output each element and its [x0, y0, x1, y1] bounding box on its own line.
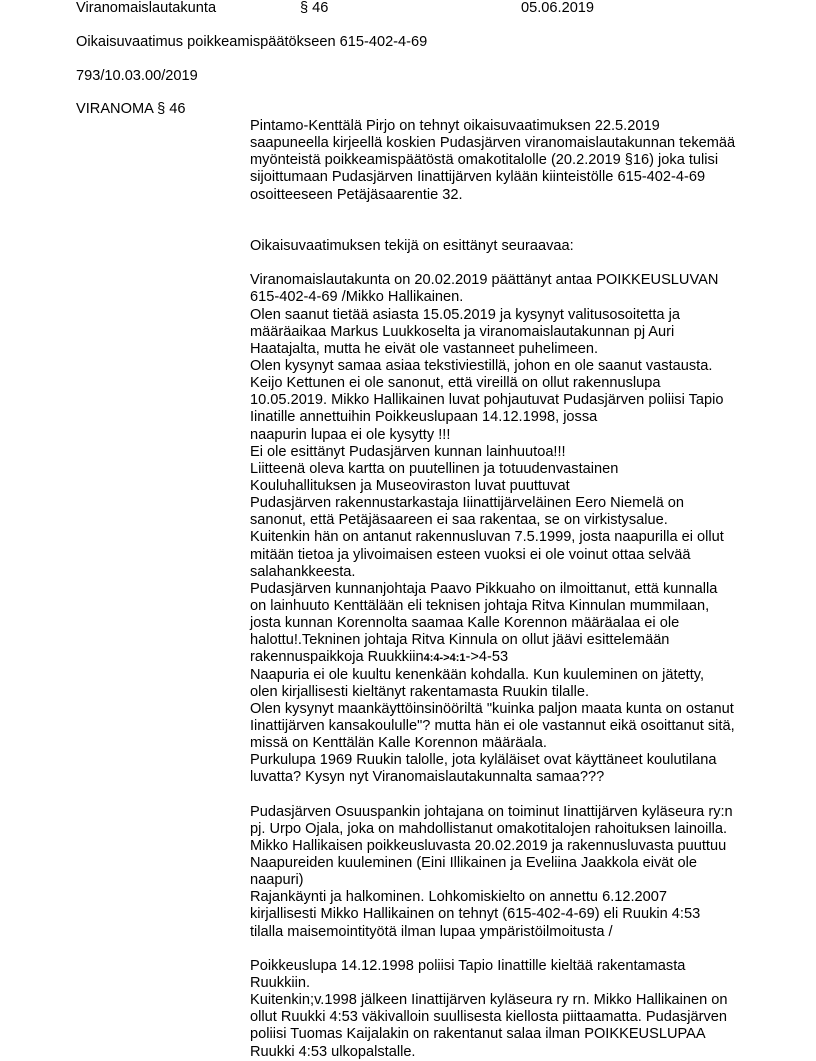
- text-line: Viranomaislautakunta on 20.02.2019 päättänyt antaa POIKKEUSLUVAN: [250, 272, 719, 289]
- text-line: Mikko Hallikaisen poikkeusluvasta 20.02.2019 ja rakennusluvasta puuttuu: [250, 837, 727, 854]
- ruukki-bold: 4:4->4:1: [423, 652, 466, 665]
- section-number: § 46: [300, 0, 329, 16]
- text-line: ollut Ruukki 4:53 väkivalloin suullisesta kiellosta piittaamatta. Pudasjärven: [250, 1009, 727, 1026]
- text-line: Naapureiden kuuleminen (Eini Illikainen ja Eveliina Jaakkola eivät ole: [250, 855, 697, 872]
- text-line: missä on Kenttälän Kalle Korennon määräala.: [250, 735, 547, 752]
- text-line: luvatta? Kysyn nyt Viranomaislautakunnalta samaa???: [250, 769, 605, 786]
- text-line: mitään tietoa ja ylivoimaisen esteen vuoksi ei ole voinut ottaa selvää: [250, 546, 691, 563]
- text-line: josta kunnan Korennolta saamaa Kalle Korennon määräalaa ei ole: [250, 615, 680, 632]
- statement-paragraph-3: [250, 958, 770, 1061]
- text-line: Liitteenä oleva kartta on puutellinen ja totuudenvastainen: [250, 460, 619, 477]
- text-line: salahankkeesta.: [250, 563, 356, 580]
- board-name: Viranomaislautakunta: [76, 0, 217, 16]
- section-reference: VIRANOMA § 46: [76, 101, 186, 117]
- text-line: Olen kysynyt samaa asiaa tekstiviestillä, johon en ole saanut vastausta.: [250, 357, 713, 374]
- text-line: 615-402-4-69 /Mikko Hallikainen.: [250, 289, 464, 306]
- text-line: on lainhuuto Kenttälään eli teknisen johtaja Ritva Kinnulan mummilaan,: [250, 597, 710, 614]
- ruukki-suffix: ->4-53: [465, 649, 509, 666]
- intro-paragraph: [250, 118, 770, 204]
- ruukki-prefix: rakennuspaikkoja Ruukkiin: [250, 649, 424, 666]
- text-line: halottu!.Tekninen johtaja Ritva Kinnula on ollut jäävi esittelemään: [250, 632, 670, 649]
- text-line: Kuitenkin hän on antanut rakennusluvan 7.5.1999, josta naapurilla ei ollut: [250, 529, 724, 546]
- text-line: naapurin lupaa ei ole kysytty !!!: [250, 426, 451, 443]
- text-line: Kuitenkin;v.1998 jälkeen Iinattijärven kyläseura ry rn. Mikko Hallikainen on: [250, 992, 728, 1009]
- text-line: sijoittumaan Pudasjärven Iinattijärven kylään kiinteistölle 615-402-4-69: [250, 169, 706, 186]
- text-line: Pudasjärven Osuuspankin johtajana on toiminut Iinattijärven kyläseura ry:n: [250, 803, 733, 820]
- text-line: Naapuria ei ole kuultu kenenkään kohdalla. Kun kuuleminen on jätetty,: [250, 666, 705, 683]
- text-line: Pintamo-Kenttälä Pirjo on tehnyt oikaisuvaatimuksen 22.5.2019: [250, 118, 660, 134]
- subject-title: Oikaisuvaatimus poikkeamispäätökseen 615-402-4-69: [76, 34, 428, 50]
- text-line: Poikkeuslupa 14.12.1998 poliisi Tapio Iinattille kieltää rakentamasta: [250, 957, 686, 974]
- text-line: 10.05.2019. Mikko Hallikainen luvat pohjautuvat Pudasjärven poliisi Tapio: [250, 392, 724, 409]
- text-line: osoitteeseen Petäjäsaarentie 32.: [250, 186, 463, 203]
- text-line: kirjallisesti Mikko Hallikainen on tehnyt (615-402-4-69) eli Ruukin 4:53: [250, 906, 701, 923]
- text-line: Iinatille annettuihin Poikkeuslupaan 14.12.1998, jossa: [250, 409, 598, 426]
- text-line: Ruukki 4:53 ulkopalstalle.: [250, 1043, 416, 1060]
- ruukki-line: [250, 649, 770, 666]
- text-line: Rajankäynti ja halkominen. Lohkomiskielto on annettu 6.12.2007: [250, 889, 668, 906]
- text-line: Olen kysynyt maankäyttöinsinööriltä "kuinka paljon maata kunta on ostanut: [250, 700, 734, 717]
- text-line: Purkulupa 1969 Ruukin talolle, jota kyläläiset ovat käyttäneet koulutilana: [250, 752, 717, 769]
- text-line: Pudasjärven kunnanjohtaja Paavo Pikkuaho on ilmoittanut, että kunnalla: [250, 580, 718, 597]
- text-line: saapuneella kirjeellä koskien Pudasjärven viranomaislautakunnan tekemää: [250, 135, 736, 152]
- text-line: Kouluhallituksen ja Museoviraston luvat puuttuvat: [250, 477, 570, 494]
- text-line: naapuri): [250, 872, 304, 889]
- text-line: tilalla maisemointityötä ilman lupaa ympäristöilmoitusta /: [250, 923, 613, 940]
- text-line: Ruukkiin.: [250, 975, 311, 992]
- text-line: olen kirjallisesti kieltänyt rakentamasta Ruukin tilalle.: [250, 683, 590, 700]
- document-body: [250, 118, 770, 1061]
- text-line: Keijo Kettunen ei ole sanonut, että vireillä on ollut rakennuslupa: [250, 375, 661, 392]
- text-line: myönteistä poikkeamispäätöstä omakotitalolle (20.2.2019 §16) joka tulisi: [250, 152, 719, 169]
- statement-paragraph-2: [250, 804, 770, 941]
- meeting-date: 05.06.2019: [521, 0, 595, 16]
- text-line: Olen saanut tietää asiasta 15.05.2019 ja kysynyt valitusosoitetta ja: [250, 306, 680, 323]
- text-line: Pudasjärven rakennustarkastaja Iiinattijärveläinen Eero Niemelä on: [250, 495, 685, 512]
- text-line: pj. Urpo Ojala, joka on mahdollistanut omakotitalojen rahoituksen lainoilla.: [250, 820, 727, 837]
- text-line: määräaikaa Markus Luukkoselta ja viranomaislautakunnan pj Auri: [250, 323, 675, 340]
- statement-heading: Oikaisuvaatimuksen tekijä on esittänyt seuraavaa:: [250, 238, 574, 254]
- text-line: Haatajalta, mutta he eivät ole vastanneet puhelimeen.: [250, 340, 599, 357]
- text-line: Iinattijärven kansakoululle"? mutta hän ei ole vastannut eikä osoittanut sitä,: [250, 717, 735, 734]
- text-line: sanonut, että Petäjäsaareen ei saa rakentaa, se on virkistysalue.: [250, 512, 668, 529]
- statement-paragraph-1: [250, 272, 770, 786]
- text-line: Ei ole esittänyt Pudasjärven kunnan lainhuutoa!!!: [250, 443, 566, 460]
- record-number: 793/10.03.00/2019: [76, 68, 198, 84]
- text-line: poliisi Tuomas Kaijalakin on rakentanut salaa ilman POIKKEUSLUPAA: [250, 1026, 706, 1043]
